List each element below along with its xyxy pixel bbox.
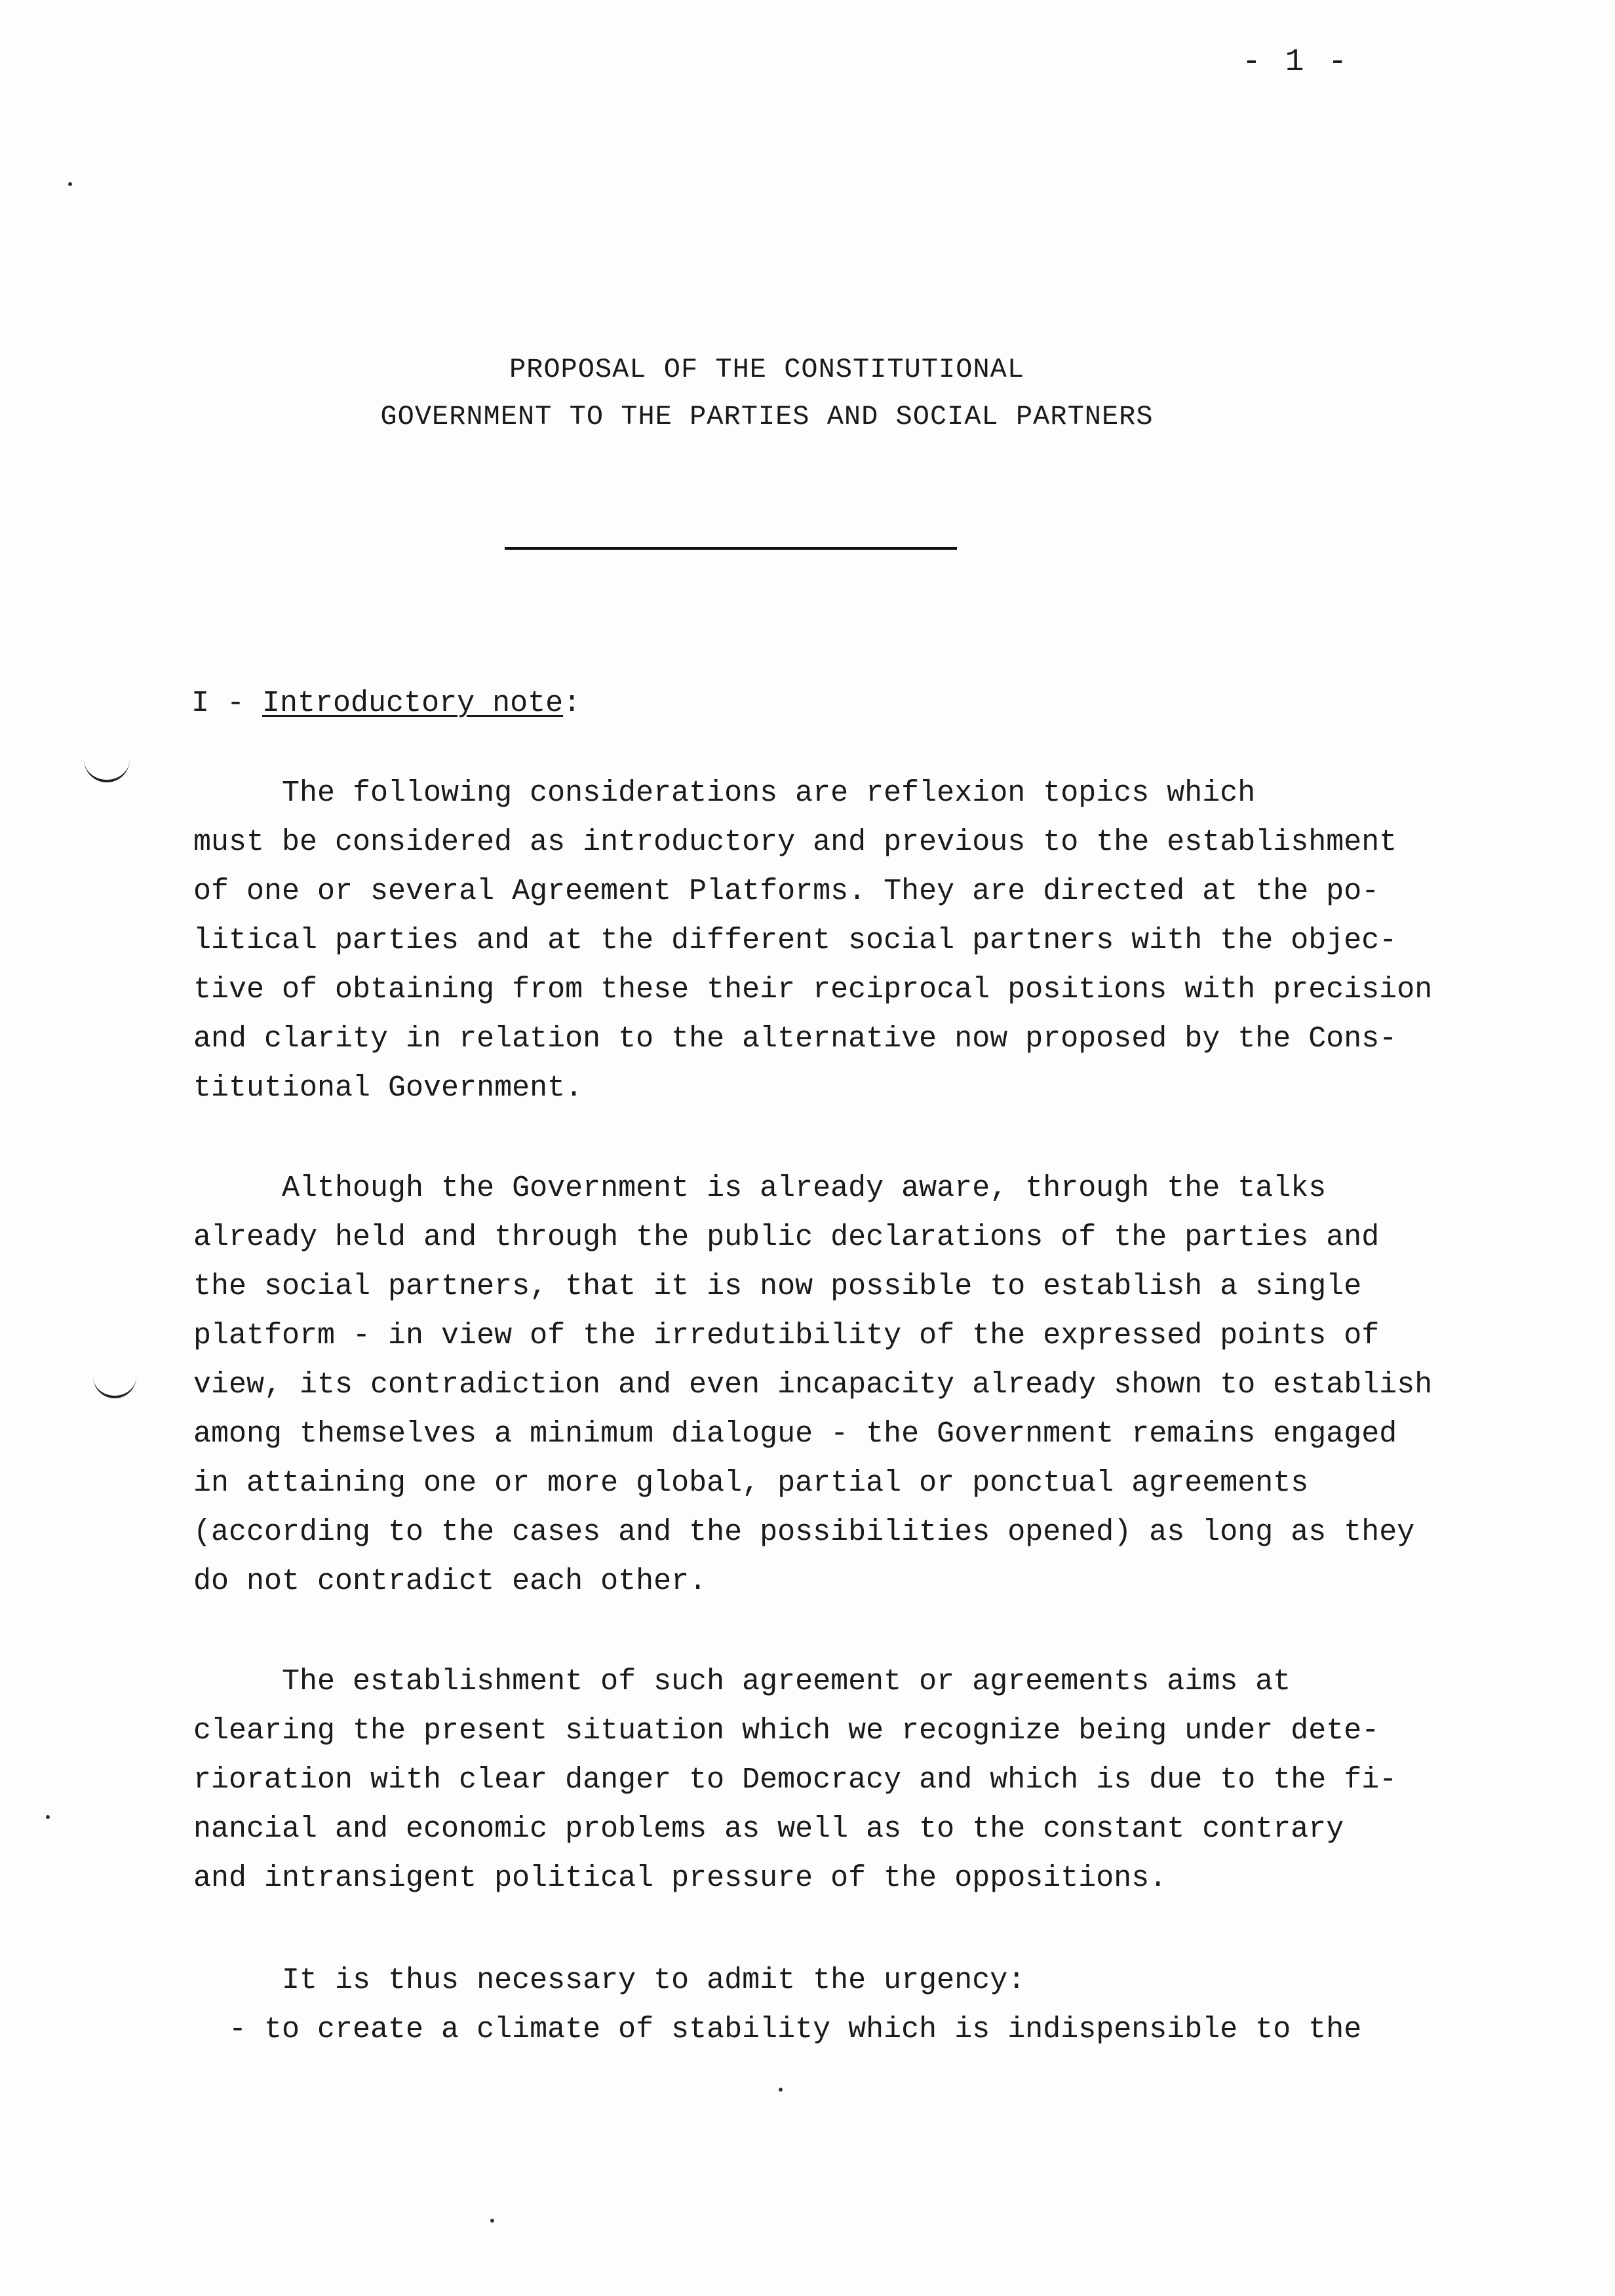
- paragraph-line: and clarity in relation to the alternative now proposed by the Cons-: [193, 1022, 1397, 1056]
- paragraph-line: already held and through the public declarations of the parties and: [193, 1221, 1380, 1254]
- paragraph-line: Although the Government is already aware, through the talks: [193, 1172, 1327, 1205]
- paragraph-line: - to create a climate of stability which is indispensible to the: [193, 2013, 1362, 2046]
- paragraph-line: nancial and economic problems as well as to the constant contrary: [193, 1812, 1344, 1846]
- paragraph-4: [193, 1956, 1576, 2054]
- paragraph-2: [193, 1164, 1576, 1606]
- paragraph-line: the social partners, that it is now possible to establish a single: [193, 1270, 1362, 1303]
- paragraph-line: and intransigent political pressure of the oppositions.: [193, 1862, 1167, 1895]
- paragraph-line: The following considerations are reflexion topics which: [193, 776, 1256, 810]
- section-heading-colon: :: [563, 687, 581, 720]
- paragraph-line: view, its contradiction and even incapacity already shown to establish: [193, 1368, 1433, 1402]
- section-number: I -: [191, 687, 263, 720]
- paragraph-line: titutional Government.: [193, 1071, 583, 1105]
- margin-mark: [84, 754, 130, 782]
- paragraph-line: rioration with clear danger to Democracy and which is due to the fi-: [193, 1763, 1397, 1797]
- paragraph-line: do not contradict each other.: [193, 1565, 707, 1598]
- paragraph-line: clearing the present situation which we recognize being under dete-: [193, 1714, 1380, 1748]
- scan-speck: [490, 2219, 494, 2223]
- section-heading: [191, 687, 581, 720]
- paragraph-line: in attaining one or more global, partial or ponctual agreements: [193, 1466, 1309, 1500]
- scan-speck: [68, 182, 72, 186]
- page-number: - 1 -: [1242, 45, 1350, 80]
- paragraph-line: tive of obtaining from these their reciprocal positions with precision: [193, 973, 1433, 1006]
- paragraph-line: must be considered as introductory and previous to the establishment: [193, 826, 1397, 859]
- paragraph-line: The establishment of such agreement or agreements aims at: [193, 1665, 1291, 1698]
- section-heading-text: Introductory note: [262, 687, 564, 720]
- paragraph-line: litical parties and at the different social partners with the objec-: [193, 924, 1397, 957]
- margin-mark: [93, 1369, 136, 1398]
- paragraph-line: among themselves a minimum dialogue - the Government remains engaged: [193, 1417, 1397, 1451]
- paragraph-1: [193, 769, 1576, 1113]
- document-title-line-1: PROPOSAL OF THE CONSTITUTIONAL: [509, 354, 1025, 385]
- paragraph-3: [193, 1657, 1576, 1903]
- title-divider: [505, 547, 957, 550]
- scan-speck: [779, 2088, 783, 2092]
- paragraph-line: It is thus necessary to admit the urgency:: [193, 1964, 1026, 1997]
- paragraph-line: of one or several Agreement Platforms. They are directed at the po-: [193, 875, 1380, 908]
- document-title-line-2: GOVERNMENT TO THE PARTIES AND SOCIAL PARTNERS: [380, 401, 1154, 432]
- paragraph-line: platform - in view of the irredutibility of the expressed points of: [193, 1319, 1380, 1352]
- scan-speck: [46, 1815, 50, 1819]
- paragraph-line: (according to the cases and the possibilities opened) as long as they: [193, 1516, 1415, 1549]
